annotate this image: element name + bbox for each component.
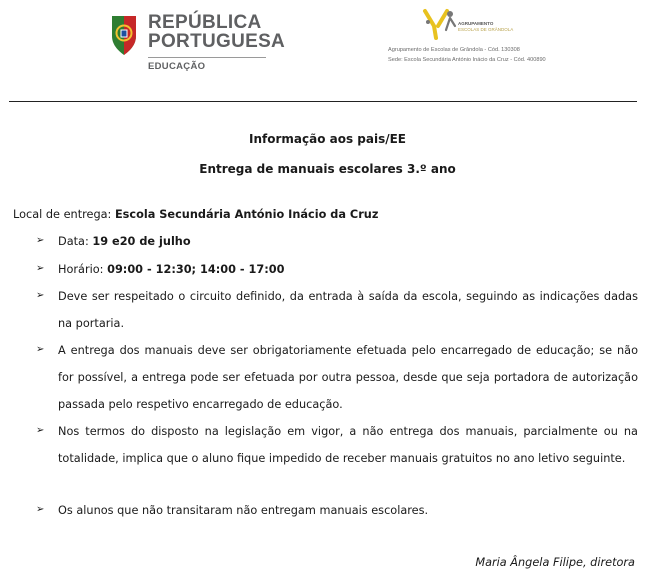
signature: Maria Ângela Filipe, diretora xyxy=(475,556,635,569)
list-item-non-transit: Os alunos que não transitaram não entregam manuais escolares. xyxy=(58,504,429,517)
agrupamento-logo xyxy=(360,6,560,70)
bullet-arrow-icon: ➢ xyxy=(36,235,45,246)
bullet-arrow-icon: ➢ xyxy=(36,290,45,301)
header-divider xyxy=(9,101,637,102)
list-item-legislation: Nos termos do disposto na legislação em vigor, a não entrega dos manuais, parcialmente ou na totalidade, implica que o aluno fique impedido de receber manuais gratuitos no ano letivo seguinte. xyxy=(58,425,638,465)
schedule-value: 09:00 - 12:30; 14:00 - 17:00 xyxy=(107,263,285,276)
educacao-text: EDUCAÇÃO xyxy=(148,61,206,72)
bullet-arrow-icon: ➢ xyxy=(36,344,45,355)
delivery-location xyxy=(13,208,378,221)
document-subtitle: Entrega de manuais escolares 3.º ano xyxy=(199,162,456,176)
date-label: Data: xyxy=(58,235,93,248)
logo-divider xyxy=(148,57,266,58)
delivery-location-value: Escola Secundária António Inácio da Cruz xyxy=(114,208,379,221)
sede-code-line: Sede: Escola Secundária António Inácio da Cruz - Cód. 400890 xyxy=(388,57,546,63)
agrupamento-code-line: Agrupamento de Escolas de Grândola - Cód. 130308 xyxy=(388,47,520,53)
agrupamento-emblem-icon xyxy=(422,8,458,40)
document-header xyxy=(0,0,655,100)
republica-text: REPÚBLICA xyxy=(148,12,262,33)
schedule-label: Horário: xyxy=(58,263,108,276)
bullet-arrow-icon: ➢ xyxy=(36,504,45,515)
agrupamento-logo-title: AGRUPAMENTO xyxy=(458,21,494,26)
list-item-date xyxy=(58,228,638,255)
document-title: Informação aos pais/EE xyxy=(248,132,406,146)
list-item-guardian-delivery: A entrega dos manuais deve ser obrigatoriamente efetuada pelo encarregado de educação; se não for possível, a entrega pode ser efetuada por outra pessoa, desde que seja portadora de autorização passada pelo respetivo encarregado de educação. xyxy=(58,344,638,411)
portuguesa-text: PORTUGUESA xyxy=(148,31,286,52)
date-value: 19 e20 de julho xyxy=(92,235,191,248)
republica-portuguesa-logo xyxy=(108,10,286,76)
bullet-arrow-icon: ➢ xyxy=(36,425,45,436)
agrupamento-logo-subtitle: ESCOLAS DE GRÂNDOLA xyxy=(458,27,514,32)
list-item-schedule xyxy=(58,256,638,283)
bullet-arrow-icon: ➢ xyxy=(36,263,45,274)
delivery-location-label: Local de entrega: xyxy=(13,208,115,221)
portuguese-emblem-icon xyxy=(108,12,140,58)
list-item-circuit: Deve ser respeitado o circuito definido, da entrada à saída da escola, seguindo as indicações dadas na portaria. xyxy=(58,290,638,330)
